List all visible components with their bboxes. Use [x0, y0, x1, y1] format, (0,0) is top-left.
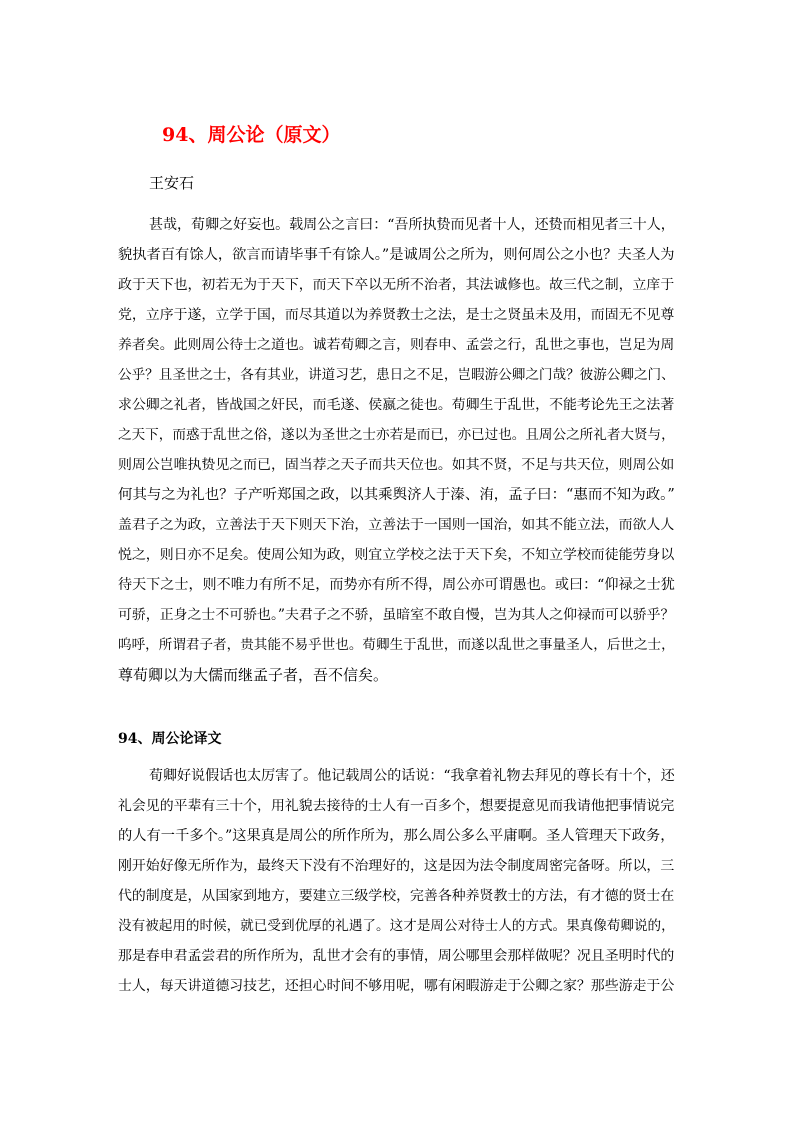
text-line: 士人，每天讲道德习技艺，还担心时间不够用呢，哪有闲暇游走于公卿之家？那些游走于公: [118, 978, 675, 994]
text-line: 貌执者百有馀人，欲言而请毕事千有馀人。”是诚周公之所为，则何周公之小也？夫圣人为: [118, 247, 675, 263]
author-name: 王安石: [149, 174, 195, 192]
text-line: 悦之，则日亦不足矣。使周公知为政，则宜立学校之法于天下矣，不知立学校而徒能劳身以: [118, 547, 675, 563]
text-line: 没有被起用的时候，就已受到优厚的礼遇了。这才是周公对待士人的方式。果真像荀卿说的，: [118, 918, 675, 934]
text-line: 求公卿之礼者，皆战国之奸民，而毛遂、侯嬴之徒也。荀卿生于乱世，不能考论先王之法著: [118, 397, 675, 413]
text-line: 呜呼，所谓君子者，贵其能不易乎世也。荀卿生于乱世，而遂以乱世之事量圣人，后世之士，: [118, 637, 675, 653]
original-text: [118, 210, 678, 690]
text-line: 政于天下也，初若无为于天下，而天下卒以无所不治者，其法诚修也。故三代之制，立庠于: [118, 277, 675, 293]
text-line: 则周公岂唯执贽见之而已，固当荐之天子而共天位也。如其不贤，不足与共天位，则周公如: [118, 457, 675, 473]
text-line: 甚哉，荀卿之好妄也。载周公之言曰：“吾所执贽而见者十人，还贽而相见者三十人，: [149, 217, 675, 233]
text-line: 可骄，正身之士不可骄也。”夫君子之不骄，虽暗室不敢自慢，岂为其人之仰禄而可以骄乎？: [118, 607, 675, 623]
text-line: 盖君子之为政，立善法于天下则天下治，立善法于一国则一国治，如其不能立法，而欲人人: [118, 517, 675, 533]
text-line: 何其与之为礼也？子产听郑国之政，以其乘舆济人于溱、洧，孟子曰：“惠而不知为政。”: [118, 487, 675, 503]
text-line: 养者矣。此则周公待士之道也。诚若荀卿之言，则春申、孟尝之行，乱世之事也，岂足为周: [118, 337, 675, 353]
text-line: 刚开始好像无所作为，最终天下没有不治理好的，这是因为法令制度周密完备呀。所以，三: [118, 858, 675, 874]
translation-text: [118, 761, 678, 1001]
text-line: 之天下，而惑于乱世之俗，遂以为圣世之士亦若是而已，亦已过也。且周公之所礼者大贤与，: [118, 427, 675, 443]
text-line: 尊荀卿以为大儒而继孟子者，吾不信矣。: [118, 666, 389, 684]
text-line: 那是春申君孟尝君的所作所为，乱世才会有的事情，周公哪里会那样做呢？况且圣明时代的: [118, 948, 675, 964]
text-line: 待天下之士，则不唯力有所不足，而势亦有所不得，周公亦可谓愚也。或曰：“仰禄之士犹: [118, 577, 675, 593]
text-line: 代的制度是，从国家到地方，要建立三级学校，完善各种养贤教士的方法，有才德的贤士在: [118, 888, 675, 904]
text-line: 党，立序于遂，立学于国，而尽其道以为养贤教士之法，是士之贤虽未及用，而固无不见尊: [118, 307, 675, 323]
document-title: 94、周公论（原文）: [162, 124, 341, 146]
text-line: 的人有一千多个。”这果真是周公的所作所为，那么周公多么平庸啊。圣人管理天下政务，: [118, 828, 675, 844]
text-line: 礼会见的平辈有三十个，用礼貌去接待的士人有一百多个，想要提意见而我请他把事情说完: [118, 798, 675, 814]
text-line: 公乎？且圣世之士，各有其业，讲道习艺，患日之不足，岂暇游公卿之门哉？彼游公卿之门、: [118, 367, 675, 383]
translation-heading: 94、周公论译文: [118, 731, 222, 747]
text-line: 荀卿好说假话也太厉害了。他记载周公的话说：“我拿着礼物去拜见的尊长有十个，还: [149, 768, 675, 784]
